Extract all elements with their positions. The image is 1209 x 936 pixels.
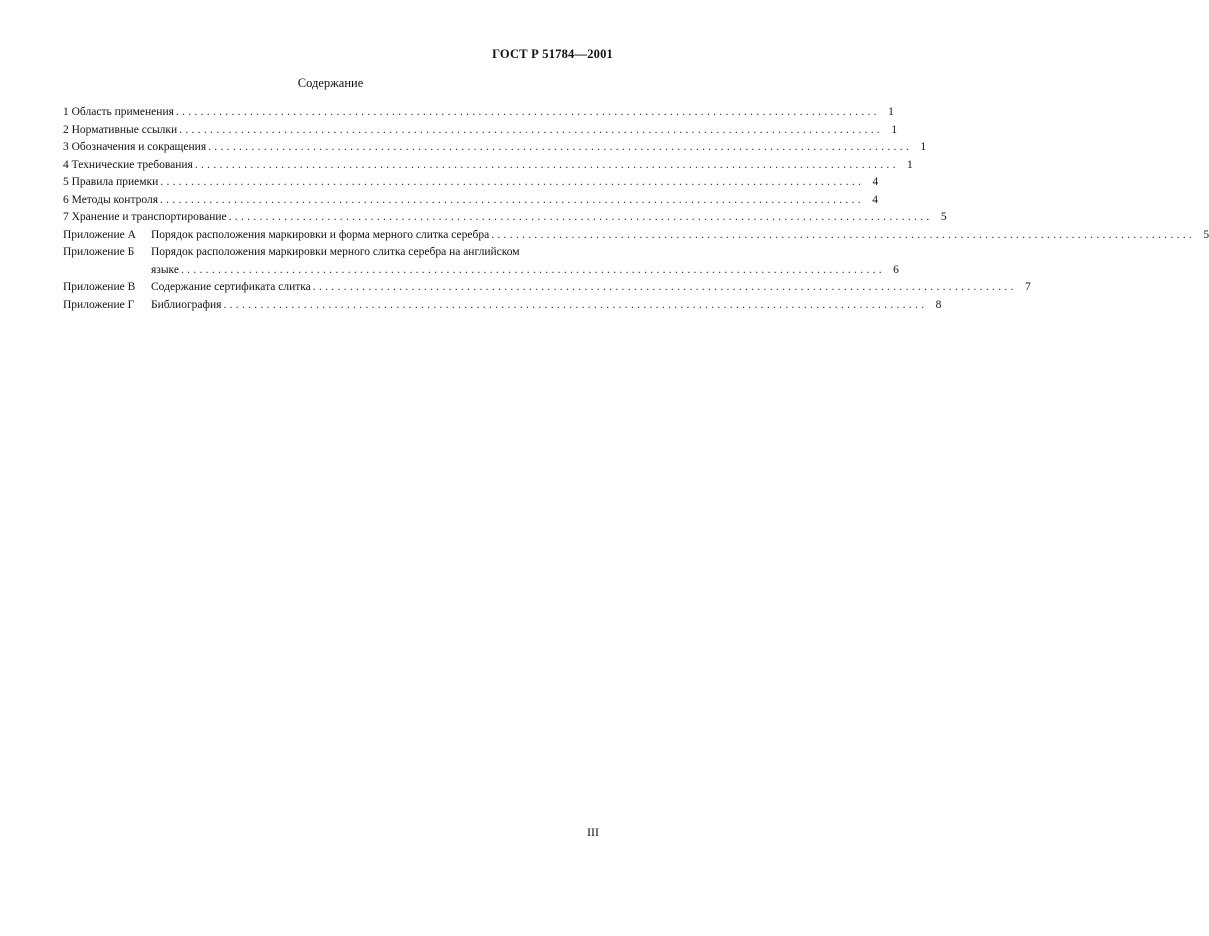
toc-entry-page: 5 <box>1203 228 1209 241</box>
toc-entry-label: 4 Технические требования <box>63 158 193 171</box>
toc-entry[interactable] <box>63 122 898 140</box>
appendix-title: Порядок расположения маркировки и форма мерного слитка серебра <box>151 228 490 241</box>
appendix-prefix: Приложение А <box>63 228 136 241</box>
dot-leader: .................................................................................................................. <box>491 228 1196 241</box>
toc-appendix-entry[interactable] <box>63 279 1031 297</box>
appendix-title: Содержание сертификата слитка <box>151 281 311 293</box>
appendix-prefix: Приложение Б <box>63 246 135 258</box>
toc-entry[interactable] <box>63 174 879 192</box>
toc-appendix-entry[interactable] <box>63 244 599 262</box>
page-number: III <box>587 825 599 839</box>
toc-entry-page: 1 <box>920 141 927 153</box>
toc-entry-page: 5 <box>940 211 947 223</box>
toc-appendix-entry[interactable] <box>63 227 1209 245</box>
toc-entry[interactable] <box>63 157 913 175</box>
dot-leader: .................................................................................................................. <box>312 281 1017 293</box>
toc-entry[interactable] <box>63 139 927 157</box>
toc-entry-label: 7 Хранение и транспортирование <box>63 211 227 223</box>
toc-entry-label: 2 Нормативные ссылки <box>63 123 178 136</box>
toc-entry-page: 4 <box>872 176 879 188</box>
appendix-title: Порядок расположения маркировки мерного слитка серебра на английском <box>151 246 520 258</box>
appendix-title: Библиография <box>151 298 222 311</box>
toc-entry-label: 3 Обозначения и сокращения <box>63 141 207 153</box>
toc-entry[interactable] <box>63 104 894 122</box>
toc-entry-page: 7 <box>1024 281 1031 293</box>
dot-leader: .................................................................................................................. <box>160 193 864 206</box>
toc-entry-label: 6 Методы контроля <box>63 193 158 206</box>
appendix-prefix: Приложение Г <box>63 298 135 311</box>
toc-entry-page: 8 <box>935 298 942 311</box>
toc-entry-label: 5 Правила приемки <box>63 176 159 188</box>
toc-entry-label: 1 Область применения <box>63 106 174 118</box>
toc-entry[interactable] <box>63 209 947 227</box>
dot-leader: .................................................................................................................. <box>228 211 933 223</box>
dot-leader: .................................................................................................................. <box>179 123 884 136</box>
table-of-contents <box>63 104 1209 314</box>
toc-entry-page: 6 <box>893 263 899 276</box>
toc-appendix-entry[interactable] <box>63 297 942 315</box>
dot-leader: .................................................................................................................. <box>175 106 880 118</box>
toc-entry-page: 1 <box>907 158 913 171</box>
document-code: ГОСТ Р 51784—2001 <box>492 47 613 61</box>
appendix-title-continuation: языке <box>151 263 179 276</box>
toc-title: Содержание <box>297 76 364 90</box>
toc-entry[interactable] <box>63 192 878 210</box>
dot-leader: .................................................................................................................. <box>180 263 885 276</box>
dot-leader: .................................................................................................................. <box>194 158 899 171</box>
toc-appendix-entry-continuation[interactable] <box>63 262 899 280</box>
toc-entry-page: 1 <box>891 123 898 136</box>
toc-entry-page: 4 <box>872 193 878 206</box>
dot-leader: .................................................................................................................. <box>160 176 865 188</box>
toc-entry-page: 1 <box>888 106 894 118</box>
dot-leader: .................................................................................................................. <box>223 298 928 311</box>
dot-leader: .................................................................................................................. <box>208 141 913 153</box>
appendix-prefix: Приложение В <box>63 281 136 293</box>
